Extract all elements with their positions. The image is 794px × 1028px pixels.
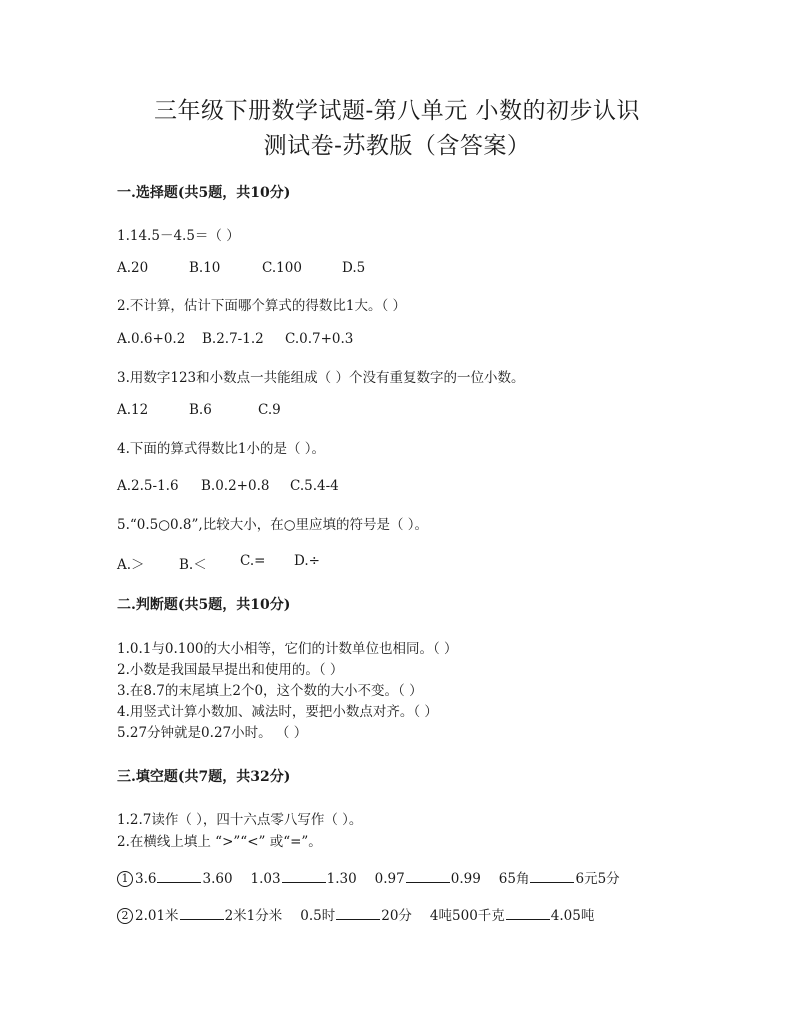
compare-left: 0.5时 [300, 908, 336, 924]
option: A.2.5-1.6 [117, 478, 179, 494]
answer-blank[interactable] [406, 870, 450, 883]
compare-right: 20分 [381, 908, 412, 924]
judge-item-2: 2.小数是我国最早提出和使用的。（ ） [117, 662, 344, 678]
judge-item-3: 3.在8.7的末尾填上2个0，这个数的大小不变。（ ） [117, 683, 423, 699]
compare-right: 1.30 [326, 871, 357, 887]
compare-left: 2.01米 [135, 908, 179, 924]
page-title: 三年级下册数学试题-第八单元 小数的初步认识 [153, 98, 641, 124]
option: A.0.6+0.2 [117, 331, 186, 347]
option: A.12 [117, 402, 149, 418]
compare-left: 0.97 [374, 871, 405, 887]
judge-item-4: 4.用竖式计算小数加、减法时，要把小数点对齐。（ ） [117, 704, 438, 720]
option: B.6 [189, 402, 212, 418]
question-5-options [117, 553, 320, 573]
option: B.0.2+0.8 [201, 478, 270, 494]
section-heading-fill: 三.填空题(共7题，共32分) [117, 769, 291, 785]
fill-question-1: 1.2.7读作（ ），四十六点零八写作（ ）。 [117, 812, 363, 828]
question-1-options [117, 260, 365, 276]
option: C.= [240, 553, 266, 569]
question-2-options [117, 331, 353, 347]
option: B.2.7-1.2 [202, 331, 264, 347]
compare-right: 0.99 [450, 871, 481, 887]
section-heading-choice: 一.选择题(共5题，共10分) [117, 185, 291, 201]
circled-number-icon: 1 [117, 871, 133, 887]
question-4-options [117, 478, 339, 494]
question-1: 1.14.5－4.5＝（ ） [117, 228, 240, 244]
compare-left: 65角 [498, 871, 530, 887]
judge-item-5: 5.27分钟就是0.27小时。 （ ） [117, 725, 308, 741]
option: B.＜ [179, 557, 207, 573]
circled-number-icon: 2 [117, 908, 133, 924]
question-2: 2.不计算，估计下面哪个算式的得数比1大。（ ） [117, 298, 407, 314]
option: C.100 [262, 260, 302, 276]
option: D.5 [342, 260, 366, 276]
page-subtitle: 测试卷-苏教版（含答案） [263, 133, 531, 159]
section-heading-judge: 二.判断题(共5题，共10分) [117, 597, 291, 613]
option: B.10 [189, 260, 221, 276]
compare-right: 6元5分 [575, 871, 620, 887]
option: C.0.7+0.3 [285, 331, 354, 347]
compare-left: 1.03 [250, 871, 281, 887]
question-3-options [117, 402, 281, 418]
judge-item-1: 1.0.1与0.100的大小相等，它们的计数单位也相同。（ ） [117, 641, 458, 657]
answer-blank[interactable] [336, 907, 380, 920]
answer-blank[interactable] [282, 870, 326, 883]
comparison-row-2 [117, 904, 612, 924]
question-4: 4.下面的算式得数比1小的是（ ）。 [117, 441, 326, 457]
option: C.5.4-4 [290, 478, 339, 494]
option: A.＞ [117, 557, 145, 573]
question-5: 5.“0.5○0.8”,比较大小，在○里应填的符号是（ ）。 [117, 517, 429, 533]
question-3: 3.用数字123和小数点一共能组成（ ）个没有重复数字的一位小数。 [117, 370, 525, 386]
answer-blank[interactable] [157, 870, 201, 883]
compare-left: 3.6 [135, 871, 157, 887]
answer-blank[interactable] [506, 907, 550, 920]
answer-blank[interactable] [180, 907, 224, 920]
fill-question-2: 2.在横线上填上 “>”“<” 或“=”。 [117, 834, 322, 850]
answer-blank[interactable] [530, 870, 574, 883]
compare-right: 4.05吨 [550, 908, 595, 924]
compare-left: 4吨500千克 [429, 908, 505, 924]
option: A.20 [117, 260, 149, 276]
compare-right: 3.60 [202, 871, 233, 887]
compare-right: 2米1分米 [224, 908, 283, 924]
option: C.9 [258, 402, 281, 418]
option: D.÷ [294, 553, 320, 569]
comparison-row-1 [117, 867, 638, 887]
